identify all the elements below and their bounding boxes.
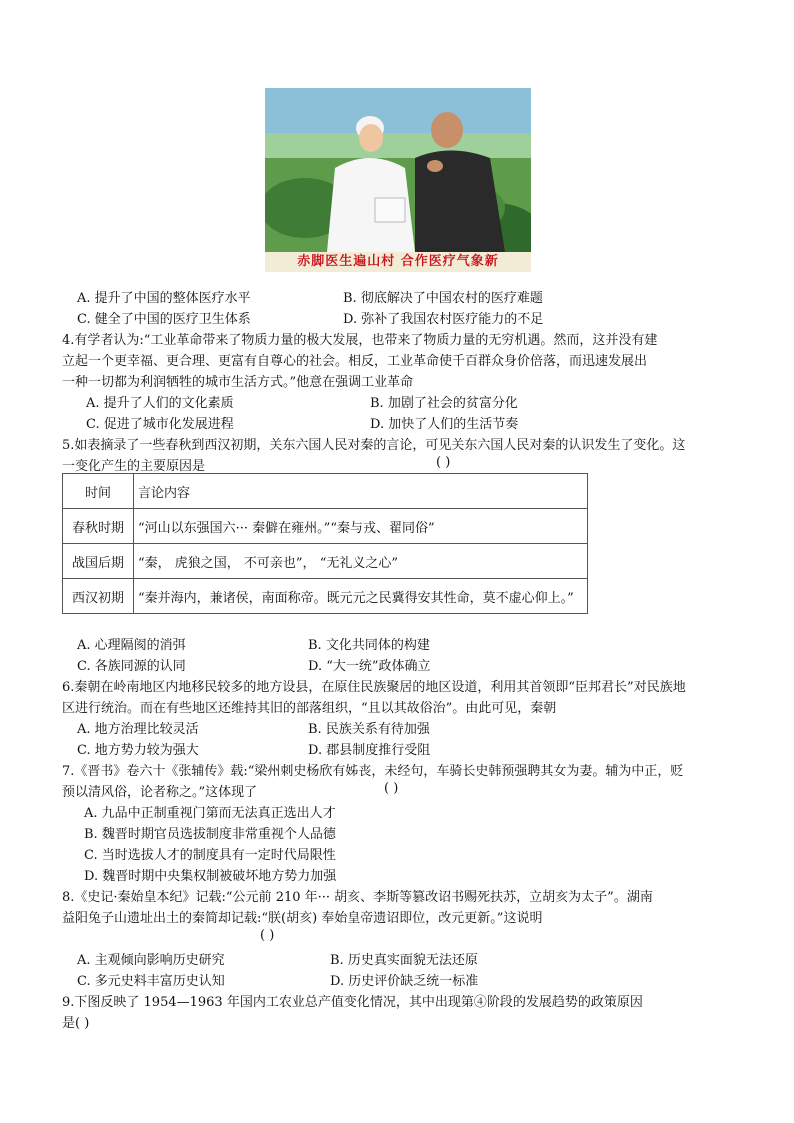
table-header-cell: 时间 — [63, 474, 134, 509]
poster-caption: 赤脚医生遍山村 合作医疗气象新 — [265, 252, 531, 272]
q7-stem-line-1: 7.《晋书》卷六十《张辅传》载:“梁州刺史杨欣有姊丧，未经句，车骑长史韩预强聘其女为妻。辅为中正，贬 — [62, 764, 684, 779]
q7-answer-paren: ( ) — [384, 781, 399, 796]
q6-option-c: C. 地方势力较为强大 — [77, 743, 199, 758]
q7-option-c: C. 当时选拔人才的制度具有一定时代局限性 — [84, 848, 336, 863]
barefoot-doctor-illustration — [265, 88, 531, 272]
q7-stem-line-2: 预以清风俗，论者称之。”这体现了 — [62, 785, 258, 800]
q4-option-a: A. 提升了人们的文化素质 — [86, 396, 234, 411]
table-cell: “河山以东强国六··· 秦僻在雍州。”“秦与戎、翟同俗” — [134, 509, 588, 544]
q8-answer-paren: ( ) — [260, 928, 275, 943]
q5-answer-paren: ( ) — [436, 455, 451, 470]
q4-stem-line-2: 立起一个更幸福、更合理、更富有自尊心的社会。相反，工业革命使千百群众身价倍落，而迅速发展出 — [62, 354, 648, 369]
q5-option-d: D. “大一统”政体确立 — [308, 659, 431, 674]
q3-option-d: D. 弥补了我国农村医疗能力的不足 — [343, 312, 544, 327]
q5-option-b: B. 文化共同体的构建 — [308, 638, 430, 653]
q5-stem-line-1: 5.如表摘录了一些春秋到西汉初期，关东六国人民对秦的言论，可见关东六国人民对秦的认识发生了变化。这 — [62, 438, 686, 453]
q7-option-d: D. 魏晋时期中央集权制被破坏地方势力加强 — [84, 869, 337, 884]
q9-stem-line-1: 9.下图反映了 1954—1963 年国内工农业总产值变化情况，其中出现第④阶段的发展趋势的政策原因 — [62, 995, 643, 1010]
q8-stem-line-1: 8.《史记·秦始皇本纪》记载:“公元前 210 年··· 胡亥、李斯等篡改诏书赐死扶苏，立胡亥为太子”。湖南 — [62, 890, 653, 905]
table-cell: 战国后期 — [63, 544, 134, 579]
poster-image — [265, 88, 531, 272]
q5-table — [62, 473, 588, 614]
q5-option-c: C. 各族同源的认同 — [77, 659, 186, 674]
table-cell: 西汉初期 — [63, 579, 134, 614]
q8-option-a: A. 主观倾向影响历史研究 — [77, 953, 225, 968]
q4-stem-line-3: 一种一切都为利润牺牲的城市生活方式。”他意在强调工业革命 — [62, 375, 414, 390]
table-row — [63, 579, 588, 614]
table-cell: 春秋时期 — [63, 509, 134, 544]
q7-option-a: A. 九品中正制重视门第而无法真正选出人才 — [84, 806, 336, 821]
q4-option-b: B. 加剧了社会的贫富分化 — [370, 396, 518, 411]
q9-stem-line-2: 是( ) — [62, 1016, 90, 1031]
table-cell: “秦， 虎狼之国， 不可亲也”， “无礼义之心” — [134, 544, 588, 579]
q8-option-d: D. 历史评价缺乏统一标准 — [330, 974, 479, 989]
table-header-cell: 言论内容 — [134, 474, 588, 509]
table-cell: “秦并海内，兼诸侯，南面称帝。既元元之民冀得安其性命，莫不虚心仰上。” — [134, 579, 588, 614]
q6-option-b: B. 民族关系有待加强 — [308, 722, 430, 737]
q3-option-b: B. 彻底解决了中国农村的医疗难题 — [343, 291, 543, 306]
table-row — [63, 544, 588, 579]
table-header-row — [63, 474, 588, 509]
q6-stem-line-2: 区进行统治。而在有些地区还维持其旧的部落组织，“且以其故俗治”。由此可见，秦朝 — [62, 701, 557, 716]
q8-option-b: B. 历史真实面貌无法还原 — [330, 953, 478, 968]
q4-option-c: C. 促进了城市化发展进程 — [86, 417, 234, 432]
q6-option-a: A. 地方治理比较灵活 — [77, 722, 199, 737]
q8-stem-line-2: 益阳兔子山遗址出土的秦简却记载:“朕(胡亥) 奉始皇帝遗诏即位，改元更新。”这说明 — [62, 911, 543, 926]
table-row — [63, 509, 588, 544]
q8-option-c: C. 多元史料丰富历史认知 — [77, 974, 225, 989]
q7-option-b: B. 魏晋时期官员选拔制度非常重视个人品德 — [84, 827, 336, 842]
q4-stem-line-1: 4.有学者认为:“工业革命带来了物质力量的极大发展，也带来了物质力量的无穷机遇。然而，这并没有建 — [62, 333, 658, 348]
q3-option-a: A. 提升了中国的整体医疗水平 — [77, 291, 251, 306]
q4-option-d: D. 加快了人们的生活节奏 — [370, 417, 519, 432]
q6-option-d: D. 郡县制度推行受阻 — [308, 743, 431, 758]
q5-stem-line-2: 一变化产生的主要原因是 — [62, 459, 206, 474]
q3-option-c: C. 健全了中国的医疗卫生体系 — [77, 312, 251, 327]
q5-option-a: A. 心理隔阂的消弭 — [77, 638, 186, 653]
q6-stem-line-1: 6.秦朝在岭南地区内地移民较多的地方设县，在原住民族聚居的地区设道，利用其首领即“臣邦君长”对民族地 — [62, 680, 686, 695]
